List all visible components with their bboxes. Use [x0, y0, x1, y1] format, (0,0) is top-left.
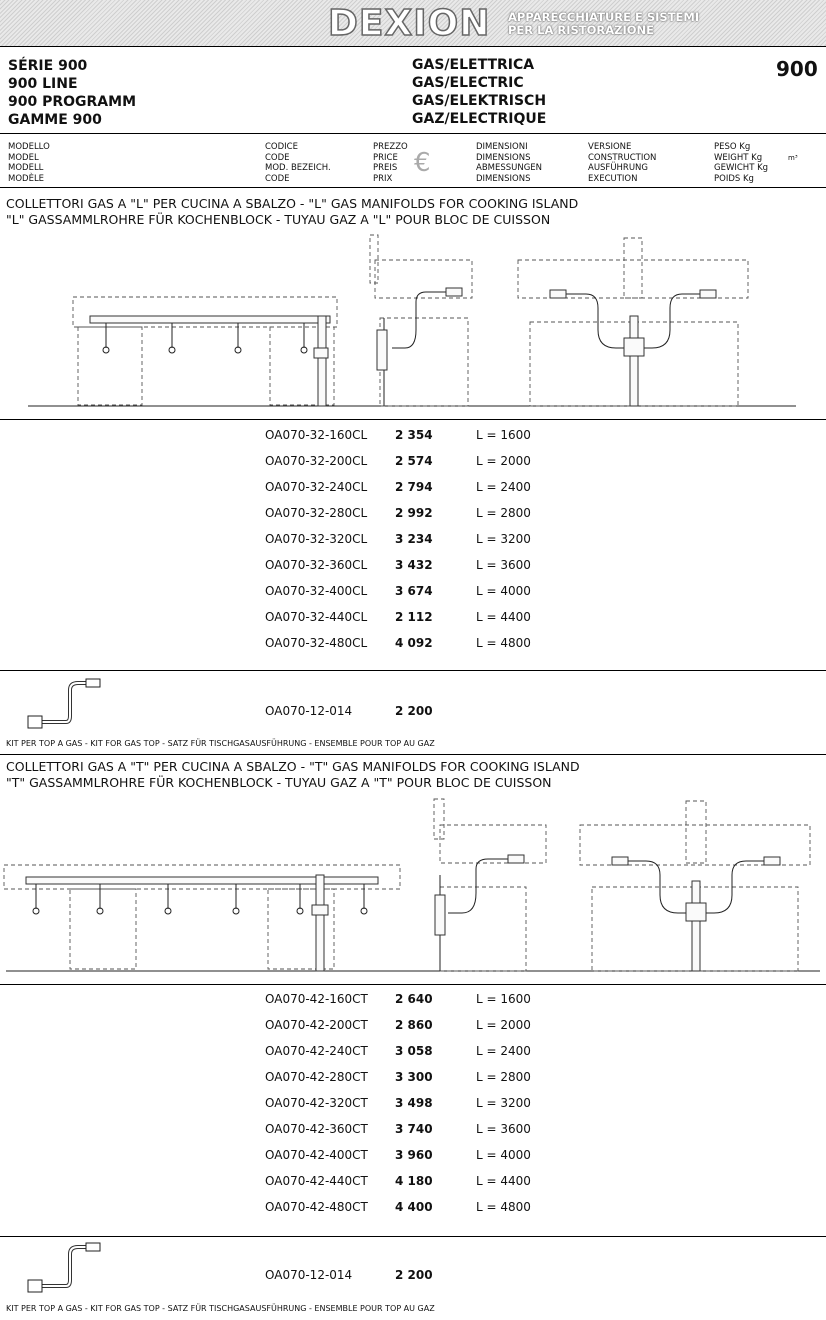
l-manifold-drawing	[0, 230, 826, 420]
label-volume: m³	[788, 154, 798, 162]
price-row-price: 3 740	[395, 1122, 433, 1136]
price-row-length: L = 4400	[476, 1174, 531, 1188]
divider	[0, 754, 826, 755]
price-row-code: OA070-42-200CT	[265, 1018, 368, 1032]
price-row-price: 3 234	[395, 532, 433, 546]
label-weight: PESO Kg WEIGHT Kg GEWICHT Kg POIDS Kg	[714, 142, 769, 184]
price-row-length: L = 4000	[476, 1148, 531, 1162]
price-row-length: L = 2400	[476, 1044, 531, 1058]
kit-l-caption: KIT PER TOP A GAS - KIT FOR GAS TOP - SATZ FÜR TISCHGASAUSFÜHRUNG - ENSEMBLE POUR TOP AU GAZ	[6, 739, 435, 748]
tagline-line-1: APPARECCHIATURE E SISTEMI	[508, 10, 700, 24]
divider	[0, 670, 826, 671]
divider	[0, 1236, 826, 1237]
price-row-code: OA070-42-440CT	[265, 1174, 368, 1188]
series-title	[8, 57, 136, 129]
power-fr: GAZ/ELECTRIQUE	[412, 111, 547, 127]
section-t-title-2: "T" GASSAMMLROHRE FÜR KOCHENBLOCK - TUYAU GAZ A "T" POUR BLOC DE CUISSON	[6, 775, 552, 790]
price-row-price: 2 574	[395, 454, 433, 468]
price-row-length: L = 2400	[476, 480, 531, 494]
page-number: 900	[776, 57, 818, 81]
price-row-length: L = 4400	[476, 610, 531, 624]
price-row-length: L = 4800	[476, 636, 531, 650]
price-row-code: OA070-42-320CT	[265, 1096, 368, 1110]
price-row-code: OA070-32-200CL	[265, 454, 368, 468]
power-en: GAS/ELECTRIC	[412, 75, 524, 91]
power-title	[412, 56, 546, 128]
price-row-price: 3 674	[395, 584, 433, 598]
t-manifold-drawing	[0, 795, 826, 980]
price-row-length: L = 1600	[476, 428, 531, 442]
price-row-price: 4 180	[395, 1174, 433, 1188]
price-row-length: L = 4000	[476, 584, 531, 598]
price-row-price: 3 058	[395, 1044, 433, 1058]
price-row-length: L = 2800	[476, 1070, 531, 1084]
price-row-code: OA070-42-240CT	[265, 1044, 368, 1058]
gas-kit-icon	[22, 1242, 112, 1298]
divider	[0, 419, 826, 420]
price-row-length: L = 1600	[476, 992, 531, 1006]
price-row-price: 3 300	[395, 1070, 433, 1084]
l-price-list	[0, 428, 826, 658]
t-price-list	[0, 992, 826, 1222]
kit-l-price: 2 200	[395, 704, 433, 718]
price-row-price: 2 640	[395, 992, 433, 1006]
price-row-length: L = 3200	[476, 1096, 531, 1110]
price-row-code: OA070-42-480CT	[265, 1200, 368, 1214]
price-row-price: 2 992	[395, 506, 433, 520]
gas-kit-icon	[22, 678, 112, 734]
label-price: PREZZO PRICE PREIS PRIX	[373, 142, 408, 184]
series-it: SÉRIE 900	[8, 58, 88, 74]
section-l-title-1: COLLETTORI GAS A "L" PER CUCINA A SBALZO - "L" GAS MANIFOLDS FOR COOKING ISLAND	[6, 196, 579, 211]
series-fr: GAMME 900	[8, 112, 102, 128]
price-row-code: OA070-32-320CL	[265, 532, 368, 546]
section-t-title	[6, 759, 580, 791]
price-row-price: 2 354	[395, 428, 433, 442]
price-row-code: OA070-42-400CT	[265, 1148, 368, 1162]
price-row-length: L = 2000	[476, 1018, 531, 1032]
price-row-code: OA070-32-400CL	[265, 584, 368, 598]
brand-logo: DEXION	[328, 3, 491, 44]
euro-icon: €	[414, 148, 431, 178]
divider	[0, 133, 826, 134]
price-row-code: OA070-32-440CL	[265, 610, 368, 624]
kit-t-code: OA070-12-014	[265, 1268, 353, 1282]
price-row-length: L = 2000	[476, 454, 531, 468]
section-t-title-1: COLLETTORI GAS A "T" PER CUCINA A SBALZO - "T" GAS MANIFOLDS FOR COOKING ISLAND	[6, 759, 580, 774]
price-row-price: 4 092	[395, 636, 433, 650]
price-row-code: OA070-32-480CL	[265, 636, 368, 650]
series-de: 900 PROGRAMM	[8, 94, 137, 110]
section-l-title	[6, 196, 578, 228]
price-row-length: L = 3200	[476, 532, 531, 546]
price-row-length: L = 3600	[476, 1122, 531, 1136]
price-row-code: OA070-42-360CT	[265, 1122, 368, 1136]
kit-t-price: 2 200	[395, 1268, 433, 1282]
brand-tagline	[508, 11, 699, 37]
series-en: 900 LINE	[8, 76, 78, 92]
price-row-price: 2 112	[395, 610, 433, 624]
power-it: GAS/ELETTRICA	[412, 57, 535, 73]
power-de: GAS/ELEKTRISCH	[412, 93, 547, 109]
price-row-price: 3 432	[395, 558, 433, 572]
section-l-title-2: "L" GASSAMMLROHRE FÜR KOCHENBLOCK - TUYAU GAZ A "L" POUR BLOC DE CUISSON	[6, 212, 551, 227]
tagline-line-2: PER LA RISTORAZIONE	[508, 23, 655, 37]
label-dimensions: DIMENSIONI DIMENSIONS ABMESSUNGEN DIMENSIONS	[476, 142, 543, 184]
label-code: CODICE CODE MOD. BEZEICH. CODE	[265, 142, 331, 184]
price-row-code: OA070-32-240CL	[265, 480, 368, 494]
divider	[0, 984, 826, 985]
price-row-price: 2 860	[395, 1018, 433, 1032]
label-model: MODELLO MODEL MODELL MODÈLE	[8, 142, 50, 184]
price-row-price: 4 400	[395, 1200, 433, 1214]
price-row-price: 3 960	[395, 1148, 433, 1162]
label-version: VERSIONE CONSTRUCTION AUSFÜHRUNG EXECUTION	[588, 142, 657, 184]
price-row-code: OA070-42-280CT	[265, 1070, 368, 1084]
divider	[0, 187, 826, 188]
price-row-price: 3 498	[395, 1096, 433, 1110]
price-row-length: L = 3600	[476, 558, 531, 572]
price-row-code: OA070-32-160CL	[265, 428, 368, 442]
price-row-price: 2 794	[395, 480, 433, 494]
price-row-code: OA070-32-360CL	[265, 558, 368, 572]
price-row-code: OA070-42-160CT	[265, 992, 368, 1006]
price-row-length: L = 2800	[476, 506, 531, 520]
price-row-code: OA070-32-280CL	[265, 506, 368, 520]
divider	[0, 46, 826, 47]
kit-t-caption: KIT PER TOP A GAS - KIT FOR GAS TOP - SATZ FÜR TISCHGASAUSFÜHRUNG - ENSEMBLE POUR TOP AU GAZ	[6, 1304, 435, 1313]
price-row-length: L = 4800	[476, 1200, 531, 1214]
kit-l-code: OA070-12-014	[265, 704, 353, 718]
